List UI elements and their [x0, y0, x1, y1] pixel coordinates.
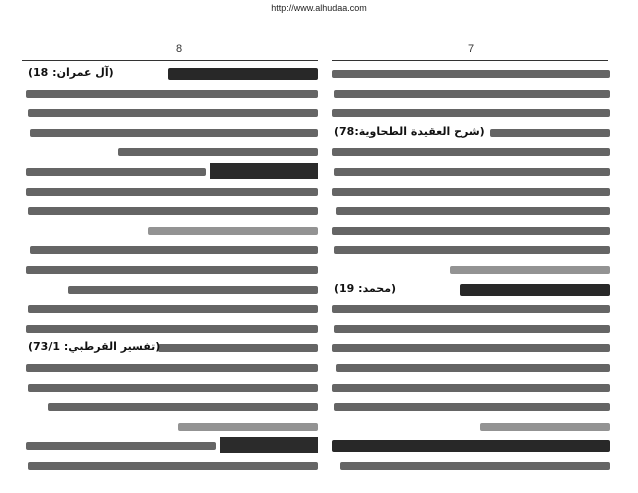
- text-line: [330, 201, 610, 221]
- text-line: [330, 260, 610, 280]
- text-line: [330, 123, 610, 143]
- text-line: [330, 142, 610, 162]
- header-rule-right: [332, 60, 608, 61]
- text-line: [24, 182, 318, 202]
- text-line: [24, 221, 318, 241]
- text-line: [24, 397, 318, 417]
- text-line: [24, 201, 318, 221]
- text-line: [330, 64, 610, 84]
- text-line: [24, 456, 318, 476]
- text-line: [24, 299, 318, 319]
- quran-verse-line: [330, 436, 610, 456]
- highlight-box: [220, 437, 318, 453]
- text-line: [330, 397, 610, 417]
- text-line: [24, 338, 318, 358]
- text-line: [24, 319, 318, 339]
- text-line: [24, 280, 318, 300]
- text-line: [330, 358, 610, 378]
- text-line: [24, 162, 318, 182]
- tafsir-reference: (73/1 :تفسير القرطبي): [28, 340, 161, 354]
- text-line: [24, 358, 318, 378]
- text-line: [330, 240, 610, 260]
- quran-reference: (19 :محمد): [334, 281, 397, 295]
- text-line: [24, 417, 318, 437]
- page-number-left: 8: [176, 43, 183, 55]
- text-line: [330, 456, 610, 476]
- text-line: [24, 240, 318, 260]
- text-line: [24, 436, 318, 456]
- highlight-box: [210, 163, 318, 179]
- sharh-reference: (شرح العقيدة الطحاوية:78): [334, 124, 485, 138]
- text-line: [330, 319, 610, 339]
- text-line: [330, 182, 610, 202]
- page-left: [24, 64, 318, 477]
- quran-verse-line: [24, 64, 318, 84]
- text-line: [24, 84, 318, 104]
- text-line: [24, 378, 318, 398]
- text-line: [24, 123, 318, 143]
- quran-verse-line: [330, 280, 610, 300]
- text-line: [330, 221, 610, 241]
- text-line: [330, 378, 610, 398]
- text-line: [330, 417, 610, 437]
- page-right: [330, 64, 610, 477]
- header-rule-left: [22, 60, 318, 61]
- quran-reference: (18 :آل عمران): [28, 66, 114, 79]
- text-line: [330, 84, 610, 104]
- text-line: [330, 299, 610, 319]
- page-number-right: 7: [468, 43, 475, 55]
- text-line: [330, 338, 610, 358]
- text-line: [24, 142, 318, 162]
- text-line: [330, 162, 610, 182]
- text-line: [24, 260, 318, 280]
- text-line: [24, 103, 318, 123]
- text-line: [330, 103, 610, 123]
- header-url[interactable]: http://www.alhudaa.com: [271, 3, 367, 13]
